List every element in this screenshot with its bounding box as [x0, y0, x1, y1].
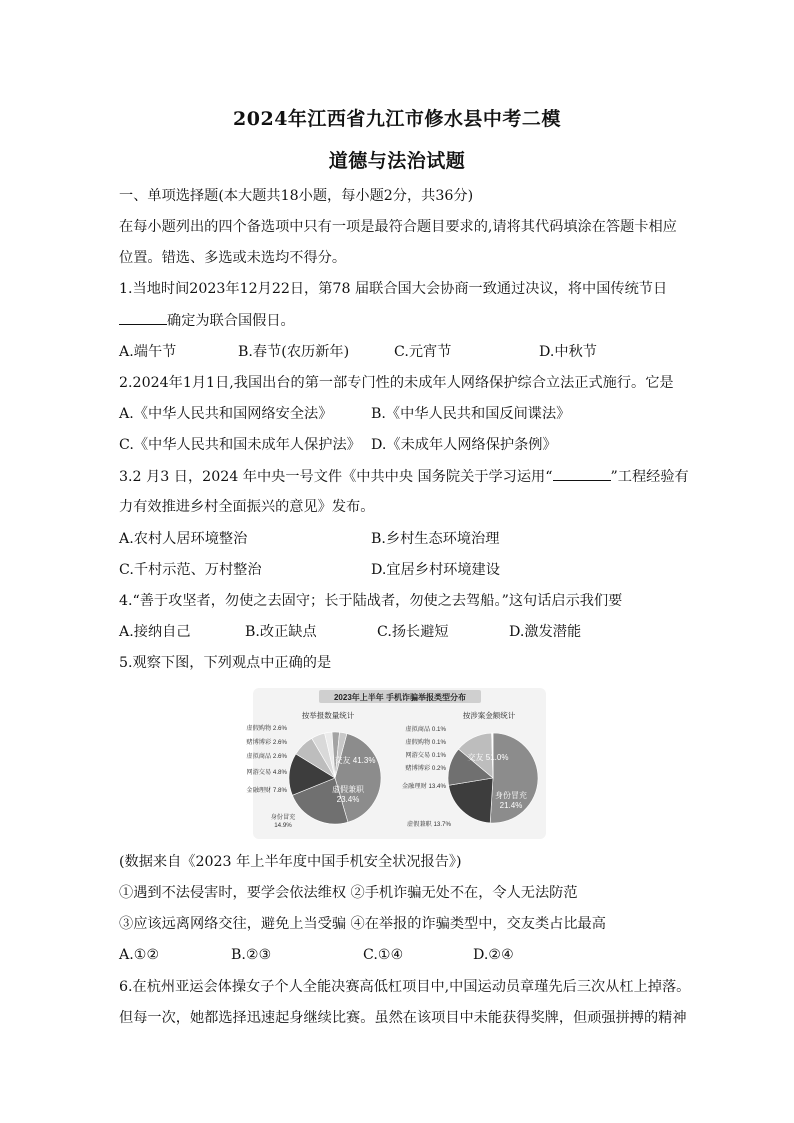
pie-label-1-3: 金融理财 13.4% [401, 783, 446, 790]
q5-option-c: C.①④ [363, 947, 404, 963]
q4-option-a: A.接纳自己 [119, 624, 191, 640]
instruction-line-1: 在每小题列出的四个备选项中只有一项是最符合题目要求的,请将其代码填涂在答题卡相应 [119, 219, 677, 235]
question-4-text: 4.“善于攻坚者，勿使之去固守；长于陆战者，勿使之去驾船。”这句话启示我们要 [119, 593, 623, 609]
pie-right-title: 按涉案金额统计 [462, 711, 516, 720]
question-1-text: 1.当地时间2023年12月22日，第78 届联合国大会协商一致通过决议，将中国传统节日 [119, 281, 668, 297]
exam-title: 2024年江西省九江市修水县中考二模 [233, 108, 561, 130]
q5-statements-line-2: ③应该远离网络交往，避免上当受骗 ④在举报的诈骗类型中，交友类占比最高 [119, 916, 606, 932]
q4-option-b: B.改正缺点 [245, 624, 317, 640]
pie-chart-figure [246, 688, 546, 839]
pie-chart-svg [246, 688, 546, 839]
pie-label-0-4: 网游交易 4.8% [246, 769, 287, 776]
q5-option-b: B.②③ [231, 947, 272, 963]
q2-option-d: D.《未成年人网络保护条例》 [371, 437, 557, 453]
pie-label-0-0: 交友 41.3% [334, 756, 376, 765]
pie-label-1-1: 身份冒充 21.4% [495, 791, 527, 810]
pie-slice-1-1 [449, 778, 493, 823]
pie-label-0-6: 赌博博彩 2.6% [246, 739, 287, 746]
q1-option-d: D.中秋节 [539, 344, 597, 360]
q3-option-c: C.千村示范、万村整治 [119, 562, 262, 578]
q1-option-a: A.端午节 [119, 344, 177, 360]
q5-option-a: A.①② [119, 947, 160, 963]
pie-label-1-5: 网游交易 0.1% [405, 752, 446, 759]
pie-label-1-4: 赌博博彩 0.2% [405, 765, 446, 772]
pie-label-0-2: 身份冒充 14.9% [270, 814, 296, 829]
pie-label-1-7: 虚拟商品 0.1% [405, 726, 446, 733]
question-1-line2: 确定为联合国假日。 [119, 310, 295, 331]
pie-label-0-5: 虚拟商品 2.6% [246, 753, 287, 760]
q4-option-d: D.激发潜能 [509, 624, 582, 640]
section-heading: 一、单项选择题(本大题共18小题，每小题2分，共36分) [119, 188, 474, 204]
question-3-line2: 力有效推进乡村全面振兴的意见》发布。 [119, 499, 375, 515]
q1-option-c: C.元宵节 [394, 344, 452, 360]
q5-option-d: D.②④ [473, 947, 514, 963]
chart-title: 2023年上半年 手机诈骗举报类型分布 [333, 693, 467, 702]
exam-subtitle: 道德与法治试题 [328, 150, 466, 172]
q5-statements-line-1: ①遇到不法侵害时，要学会依法维权 ②手机诈骗无处不在，令人无法防范 [119, 885, 578, 901]
chart-source-note: (数据来自《2023 年上半年度中国手机安全状况报告》) [119, 854, 462, 870]
pie-label-0-7: 虚假购物 2.6% [246, 725, 287, 732]
question-3-text: 3.2 月3 日，2024 年中央一号文件《中共中央 国务院关于学习运用“ ”工程经验有 [119, 466, 689, 487]
q4-option-c: C.扬长避短 [377, 624, 449, 640]
pie-label-1-6: 虚假购物 0.1% [405, 739, 446, 746]
question-6-line2: 但每一次，她都选择迅速起身继续比赛。虽然在该项目中未能获得奖牌，但顽强拼搏的精神 [119, 1010, 687, 1026]
q2-option-c: C.《中华人民共和国未成年人保护法》 [119, 437, 361, 453]
q3-option-d: D.宜居乡村环境建设 [371, 562, 500, 578]
question-5-text: 5.观察下图，下列观点中正确的是 [119, 655, 332, 671]
pie-label-1-2: 虚假兼职 13.7% [406, 821, 452, 828]
answer-blank [553, 466, 611, 481]
pie-label-1-0: 交友 51.0% [467, 753, 509, 762]
pie-label-0-1: 虚假兼职 23.4% [332, 785, 364, 804]
answer-blank [119, 310, 167, 325]
question-6-text: 6.在杭州亚运会体操女子个人全能决赛高低杠项目中,中国运动员章瑾先后三次从杠上掉落。 [119, 979, 691, 995]
q3-option-a: A.农村人居环境整治 [119, 531, 248, 547]
pie-label-0-3: 金融理财 7.8% [246, 787, 287, 794]
q2-option-b: B.《中华人民共和国反间谍法》 [371, 406, 571, 422]
q2-option-a: A.《中华人民共和国网络安全法》 [119, 406, 333, 422]
q1-option-b: B.春节(农历新年) [238, 344, 350, 360]
pie-right [448, 733, 538, 823]
pie-left-title: 按举报数量统计 [301, 711, 355, 720]
question-2-text: 2.2024年1月1日,我国出台的第一部专门性的未成年人网络保护综合立法正式施行。它是 [119, 375, 674, 391]
instruction-line-2: 位置。错选、多选或未选均不得分。 [119, 250, 347, 266]
pie-left [289, 732, 381, 824]
q3-option-b: B.乡村生态环境治理 [371, 531, 500, 547]
